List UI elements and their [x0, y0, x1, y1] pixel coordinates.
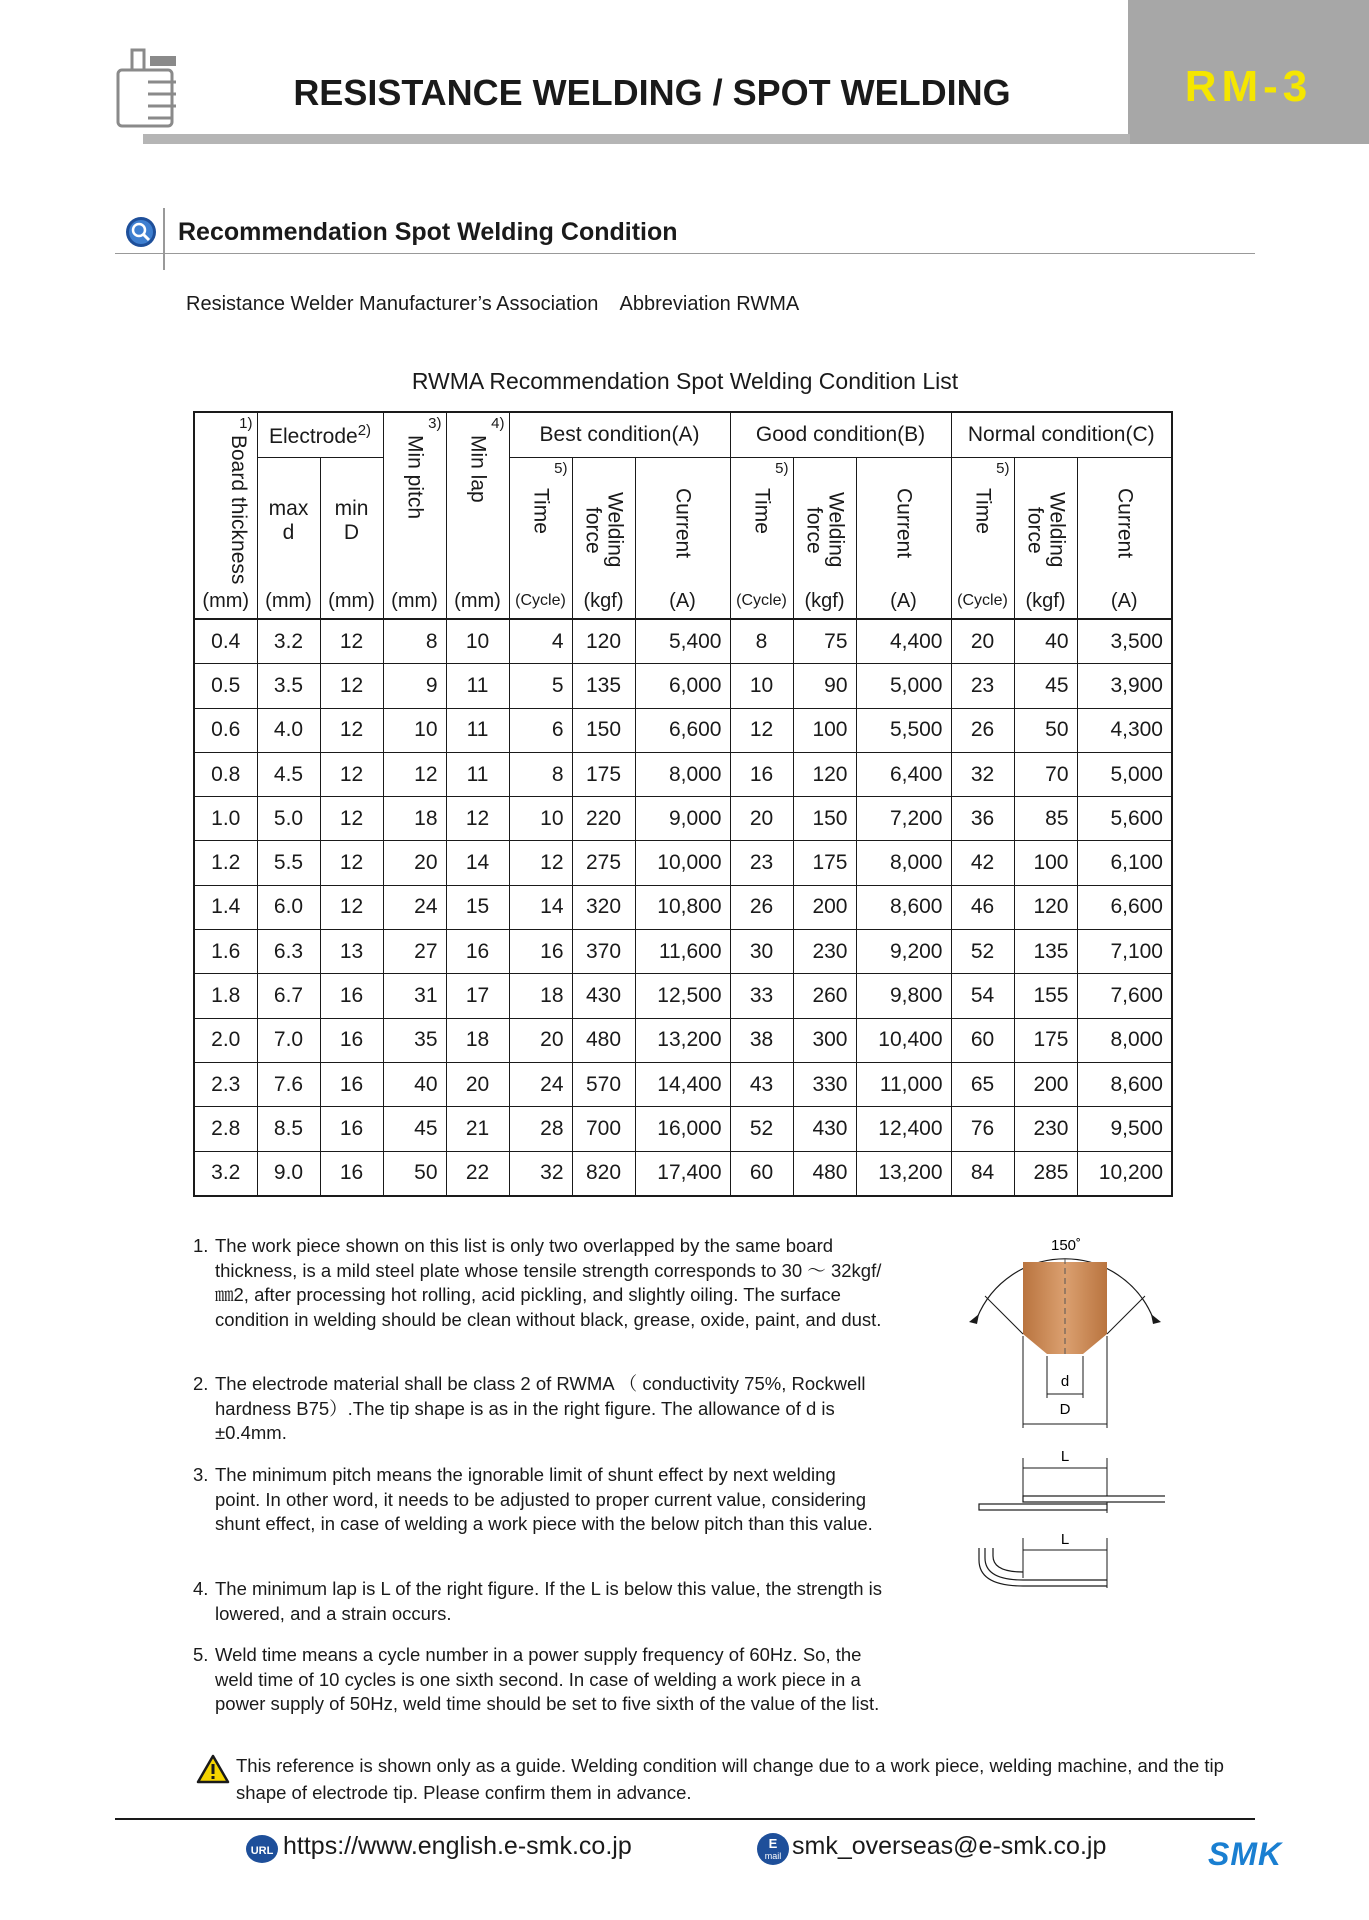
- table-cell: 12: [320, 619, 383, 664]
- header-min-lap: 4) Min lap: [446, 412, 509, 584]
- table-cell: 20: [730, 797, 793, 841]
- table-cell: 100: [793, 708, 856, 752]
- table-cell: 50: [383, 1151, 446, 1196]
- thumbs-up-hand-icon: [110, 48, 184, 138]
- magnifier-icon: [125, 216, 157, 248]
- table-cell: 4.5: [257, 752, 320, 796]
- table-cell: 16: [320, 974, 383, 1018]
- lap-label-2: L: [1060, 1531, 1070, 1548]
- unit-cell: (kgf): [1014, 584, 1077, 619]
- table-cell: 150: [572, 708, 635, 752]
- table-cell: 1.2: [194, 841, 257, 885]
- table-cell: 9: [383, 664, 446, 708]
- table-cell: 10: [383, 708, 446, 752]
- table-cell: 14,400: [635, 1062, 730, 1106]
- table-cell: 13,200: [635, 1018, 730, 1062]
- table-cell: 30: [730, 930, 793, 974]
- email-link[interactable]: smk_overseas@e-smk.co.jp: [792, 1832, 1107, 1860]
- table-cell: 3,500: [1077, 619, 1172, 664]
- table-row: [194, 1151, 1172, 1196]
- table-cell: 3.2: [257, 619, 320, 664]
- table-cell: 0.8: [194, 752, 257, 796]
- table-cell: 150: [793, 797, 856, 841]
- table-cell: 0.5: [194, 664, 257, 708]
- table-cell: 155: [1014, 974, 1077, 1018]
- header-good-time: 5) Time: [730, 458, 793, 585]
- table-cell: 90: [793, 664, 856, 708]
- header-electrode: Electrode$^{2)}$: [257, 412, 383, 458]
- table-cell: 2.8: [194, 1107, 257, 1151]
- table-cell: 38: [730, 1018, 793, 1062]
- header-best-condition: Best condition(A): [509, 412, 730, 458]
- angle-label: 150˚: [1050, 1237, 1082, 1254]
- header-good-condition: Good condition(B): [730, 412, 951, 458]
- table-cell: 175: [1014, 1018, 1077, 1062]
- table-cell: 0.6: [194, 708, 257, 752]
- brand-logo: SMK: [1208, 1836, 1283, 1872]
- website-link[interactable]: https://www.english.e-smk.co.jp: [283, 1832, 632, 1860]
- table-cell: 8: [730, 619, 793, 664]
- D-label: D: [1059, 1401, 1071, 1418]
- table-cell: 480: [793, 1151, 856, 1196]
- table-body: [194, 619, 1172, 1196]
- table-cell: 0.4: [194, 619, 257, 664]
- table-cell: 46: [951, 885, 1014, 929]
- table-cell: 3,900: [1077, 664, 1172, 708]
- table-cell: 430: [572, 974, 635, 1018]
- table-cell: 10,800: [635, 885, 730, 929]
- table-cell: 7,100: [1077, 930, 1172, 974]
- table-cell: 10,400: [856, 1018, 951, 1062]
- table-cell: 28: [509, 1107, 572, 1151]
- page-title: RESISTANCE WELDING / SPOT WELDING: [293, 72, 1011, 113]
- d-label: d: [1060, 1373, 1070, 1390]
- table-cell: 6,400: [856, 752, 951, 796]
- table-cell: 1.8: [194, 974, 257, 1018]
- table-cell: 12: [320, 752, 383, 796]
- table-cell: 6,100: [1077, 841, 1172, 885]
- table-cell: 5,400: [635, 619, 730, 664]
- table-cell: 230: [1014, 1107, 1077, 1151]
- table-cell: 11: [446, 752, 509, 796]
- table-cell: 120: [1014, 885, 1077, 929]
- table-cell: 12: [320, 885, 383, 929]
- header-normal-time: 5) Time: [951, 458, 1014, 585]
- table-cell: 24: [383, 885, 446, 929]
- footer-divider: [115, 1818, 1255, 1820]
- header-good-force: Welding force: [793, 458, 856, 585]
- table-cell: 17,400: [635, 1151, 730, 1196]
- table-row: [194, 664, 1172, 708]
- table-cell: 175: [572, 752, 635, 796]
- table-cell: 16: [320, 1018, 383, 1062]
- table-cell: 32: [951, 752, 1014, 796]
- table-cell: 26: [730, 885, 793, 929]
- table-cell: 200: [793, 885, 856, 929]
- table-cell: 275: [572, 841, 635, 885]
- table-cell: 27: [383, 930, 446, 974]
- table-cell: 65: [951, 1062, 1014, 1106]
- table-cell: 11,600: [635, 930, 730, 974]
- table-cell: 7,600: [1077, 974, 1172, 1018]
- table-cell: 4,400: [856, 619, 951, 664]
- note-3: 3. The minimum pitch means the ignorable limit of shunt effect by next welding point. In other word, it needs to be adjusted to proper current value, considering shunt effect, in case of welding a work piece with the below pitch than this value.: [193, 1464, 873, 1534]
- table-cell: 5,000: [1077, 752, 1172, 796]
- page-code: RM-3: [1184, 62, 1313, 111]
- table-cell: 24: [509, 1062, 572, 1106]
- intro-text: Resistance Welder Manufacturer’s Association Abbreviation RWMA: [186, 293, 800, 315]
- table-cell: 5.0: [257, 797, 320, 841]
- table-cell: 9.0: [257, 1151, 320, 1196]
- unit-cell: (mm): [383, 584, 446, 619]
- table-cell: 11,000: [856, 1062, 951, 1106]
- header-board-thickness: 1) Board thickness: [194, 412, 257, 584]
- table-cell: 13,200: [856, 1151, 951, 1196]
- table-cell: 5,600: [1077, 797, 1172, 841]
- table-cell: 16: [446, 930, 509, 974]
- table-cell: 6.7: [257, 974, 320, 1018]
- table-cell: 10: [446, 619, 509, 664]
- table-cell: 570: [572, 1062, 635, 1106]
- svg-text:URL: URL: [250, 1845, 274, 1857]
- table-cell: 320: [572, 885, 635, 929]
- svg-text:mail: mail: [764, 1851, 782, 1861]
- lap-label-1: L: [1060, 1448, 1070, 1465]
- table-cell: 5,500: [856, 708, 951, 752]
- table-cell: 9,500: [1077, 1107, 1172, 1151]
- table-row: [194, 619, 1172, 664]
- table-cell: 120: [793, 752, 856, 796]
- table-cell: 60: [730, 1151, 793, 1196]
- table-cell: 75: [793, 619, 856, 664]
- table-cell: 45: [1014, 664, 1077, 708]
- header-min-D: min D: [320, 458, 383, 585]
- table-cell: 370: [572, 930, 635, 974]
- table-cell: 15: [446, 885, 509, 929]
- table-cell: 12: [320, 708, 383, 752]
- electrode-diagram: [965, 1228, 1165, 1648]
- table-cell: 40: [1014, 619, 1077, 664]
- unit-cell: (Cycle): [951, 584, 1014, 619]
- table-cell: 9,200: [856, 930, 951, 974]
- table-cell: 700: [572, 1107, 635, 1151]
- table-cell: 23: [730, 841, 793, 885]
- table-cell: 12: [320, 797, 383, 841]
- table-cell: 50: [1014, 708, 1077, 752]
- table-cell: 8,600: [856, 885, 951, 929]
- table-cell: 12,400: [856, 1107, 951, 1151]
- unit-cell: (kgf): [793, 584, 856, 619]
- table-row: [194, 841, 1172, 885]
- table-row: [194, 752, 1172, 796]
- unit-cell: (mm): [320, 584, 383, 619]
- header-best-current: Current: [635, 458, 730, 585]
- warning-text: This reference is shown only as a guide. Welding condition will change due to a work piece, welding machine, and the tip shape of electrode tip. Please confirm them in advance.: [236, 1755, 1224, 1803]
- table-row: [194, 708, 1172, 752]
- url-globe-icon: [245, 1834, 279, 1864]
- header-best-force: Welding force: [572, 458, 635, 585]
- table-cell: 480: [572, 1018, 635, 1062]
- table-cell: 5: [509, 664, 572, 708]
- note-1: 1. The work piece shown on this list is only two overlapped by the same board thickness, is a mild steel plate whose tensile strength corresponds to 30 ～ 32kgf/ ㎜2, after processing hot rolling, acid pickling, and slightly oiling. The surface condition in welding should be clean without black, grease, oxide, paint, and dust.: [193, 1235, 882, 1330]
- table-cell: 12: [320, 841, 383, 885]
- table-cell: 35: [383, 1018, 446, 1062]
- section-title: Recommendation Spot Welding Condition: [178, 218, 678, 246]
- table-row: [194, 974, 1172, 1018]
- welding-condition-table: [193, 411, 1173, 1197]
- table-cell: 4.0: [257, 708, 320, 752]
- table-cell: 12: [446, 797, 509, 841]
- table-cell: 16: [320, 1107, 383, 1151]
- table-cell: 6.0: [257, 885, 320, 929]
- table-cell: 18: [509, 974, 572, 1018]
- table-cell: 430: [793, 1107, 856, 1151]
- table-cell: 8: [383, 619, 446, 664]
- table-cell: 5.5: [257, 841, 320, 885]
- table-cell: 13: [320, 930, 383, 974]
- table-cell: 6,600: [1077, 885, 1172, 929]
- table-cell: 36: [951, 797, 1014, 841]
- lower-plate: [979, 1504, 1107, 1510]
- table-cell: 10,200: [1077, 1151, 1172, 1196]
- table-cell: 52: [951, 930, 1014, 974]
- unit-cell: (Cycle): [509, 584, 572, 619]
- table-cell: 16,000: [635, 1107, 730, 1151]
- table-cell: 12: [383, 752, 446, 796]
- table-cell: 175: [793, 841, 856, 885]
- table-cell: 16: [320, 1062, 383, 1106]
- table-cell: 12: [320, 664, 383, 708]
- table-cell: 33: [730, 974, 793, 1018]
- table-cell: 12,500: [635, 974, 730, 1018]
- table-cell: 16: [509, 930, 572, 974]
- table-cell: 7.0: [257, 1018, 320, 1062]
- table-cell: 1.6: [194, 930, 257, 974]
- header-normal-current: Current: [1077, 458, 1172, 585]
- table-cell: 60: [951, 1018, 1014, 1062]
- table-row: [194, 1062, 1172, 1106]
- table-cell: 20: [509, 1018, 572, 1062]
- section-underline: [115, 253, 1255, 254]
- header-max-d: max d: [257, 458, 320, 585]
- table-row: [194, 1107, 1172, 1151]
- table-cell: 220: [572, 797, 635, 841]
- table-cell: 20: [951, 619, 1014, 664]
- table-row: [194, 797, 1172, 841]
- header-good-current: Current: [856, 458, 951, 585]
- table-cell: 45: [383, 1107, 446, 1151]
- table-cell: 10,000: [635, 841, 730, 885]
- table-cell: 76: [951, 1107, 1014, 1151]
- table-cell: 42: [951, 841, 1014, 885]
- table-cell: 260: [793, 974, 856, 1018]
- unit-cell: (mm): [257, 584, 320, 619]
- table-cell: 3.2: [194, 1151, 257, 1196]
- table-cell: 12: [730, 708, 793, 752]
- table-cell: 11: [446, 708, 509, 752]
- table-cell: 70: [1014, 752, 1077, 796]
- table-cell: 20: [383, 841, 446, 885]
- table-cell: 8,600: [1077, 1062, 1172, 1106]
- table-cell: 16: [730, 752, 793, 796]
- table-cell: 7.6: [257, 1062, 320, 1106]
- table-cell: 21: [446, 1107, 509, 1151]
- svg-text:E: E: [768, 1836, 778, 1851]
- table-cell: 135: [1014, 930, 1077, 974]
- table-cell: 11: [446, 664, 509, 708]
- unit-cell: (A): [1077, 584, 1172, 619]
- table-cell: 7,200: [856, 797, 951, 841]
- table-cell: 8,000: [1077, 1018, 1172, 1062]
- table-row: [194, 1018, 1172, 1062]
- table-cell: 1.0: [194, 797, 257, 841]
- table-cell: 4: [509, 619, 572, 664]
- table-cell: 9,800: [856, 974, 951, 1018]
- email-icon: [756, 1832, 790, 1866]
- note-4: 4. The minimum lap is L of the right figure. If the L is below this value, the strength is lowered, and a strain occurs.: [193, 1578, 883, 1624]
- table-cell: 12: [509, 841, 572, 885]
- table-cell: 2.0: [194, 1018, 257, 1062]
- section-divider: [163, 208, 165, 270]
- table-cell: 8,000: [635, 752, 730, 796]
- table-cell: 6: [509, 708, 572, 752]
- unit-cell: (mm): [194, 584, 257, 619]
- table-cell: 3.5: [257, 664, 320, 708]
- table-cell: 16: [320, 1151, 383, 1196]
- unit-cell: (kgf): [572, 584, 635, 619]
- warning-icon: [196, 1754, 230, 1784]
- table-cell: 23: [951, 664, 1014, 708]
- table-cell: 135: [572, 664, 635, 708]
- table-row: [194, 930, 1172, 974]
- header-min-pitch: 3) Min pitch: [383, 412, 446, 584]
- table-cell: 17: [446, 974, 509, 1018]
- table-cell: 100: [1014, 841, 1077, 885]
- unit-cell: (mm): [446, 584, 509, 619]
- table-cell: 285: [1014, 1151, 1077, 1196]
- table-row: [194, 885, 1172, 929]
- table-cell: 22: [446, 1151, 509, 1196]
- table-cell: 31: [383, 974, 446, 1018]
- table-cell: 230: [793, 930, 856, 974]
- table-cell: 820: [572, 1151, 635, 1196]
- table-cell: 8: [509, 752, 572, 796]
- header-best-time: 5) Time: [509, 458, 572, 585]
- table-cell: 330: [793, 1062, 856, 1106]
- header-underline: [143, 134, 1130, 144]
- table-cell: 2.3: [194, 1062, 257, 1106]
- unit-cell: (A): [635, 584, 730, 619]
- table-cell: 8,000: [856, 841, 951, 885]
- table-cell: 10: [730, 664, 793, 708]
- table-cell: 43: [730, 1062, 793, 1106]
- table-cell: 85: [1014, 797, 1077, 841]
- table-cell: 52: [730, 1107, 793, 1151]
- table-cell: 8.5: [257, 1107, 320, 1151]
- table-cell: 84: [951, 1151, 1014, 1196]
- header-normal-force: Welding force: [1014, 458, 1077, 585]
- upper-plate: [1023, 1496, 1165, 1502]
- table-cell: 40: [383, 1062, 446, 1106]
- table-cell: 10: [509, 797, 572, 841]
- table-cell: 26: [951, 708, 1014, 752]
- table-cell: 20: [446, 1062, 509, 1106]
- table-cell: 18: [446, 1018, 509, 1062]
- table-cell: 14: [446, 841, 509, 885]
- note-2: 2. The electrode material shall be class 2 of RWMA （ conductivity 75%, Rockwell hardness B75）.The tip shape is as in the right figure. The allowance of d is ±0.4mm.: [193, 1373, 866, 1443]
- table-cell: 5,000: [856, 664, 951, 708]
- table-cell: 14: [509, 885, 572, 929]
- table-cell: 120: [572, 619, 635, 664]
- table-cell: 300: [793, 1018, 856, 1062]
- note-5: 5. Weld time means a cycle number in a power supply frequency of 60Hz. So, the weld time of 10 cycles is one sixth second. In case of welding a work piece in a power supply of 50Hz, weld time should be set to five sixth of the value of the list.: [193, 1644, 880, 1714]
- unit-cell: (A): [856, 584, 951, 619]
- bent-plate: [985, 1548, 1107, 1580]
- table-title: RWMA Recommendation Spot Welding Condition List: [411, 368, 959, 394]
- table-cell: 9,000: [635, 797, 730, 841]
- table-cell: 6,000: [635, 664, 730, 708]
- unit-cell: (Cycle): [730, 584, 793, 619]
- table-cell: 200: [1014, 1062, 1077, 1106]
- table-cell: 6.3: [257, 930, 320, 974]
- table-cell: 18: [383, 797, 446, 841]
- table-cell: 1.4: [194, 885, 257, 929]
- header-normal-condition: Normal condition(C): [951, 412, 1172, 458]
- table-cell: 6,600: [635, 708, 730, 752]
- table-cell: 54: [951, 974, 1014, 1018]
- table-cell: 32: [509, 1151, 572, 1196]
- table-cell: 4,300: [1077, 708, 1172, 752]
